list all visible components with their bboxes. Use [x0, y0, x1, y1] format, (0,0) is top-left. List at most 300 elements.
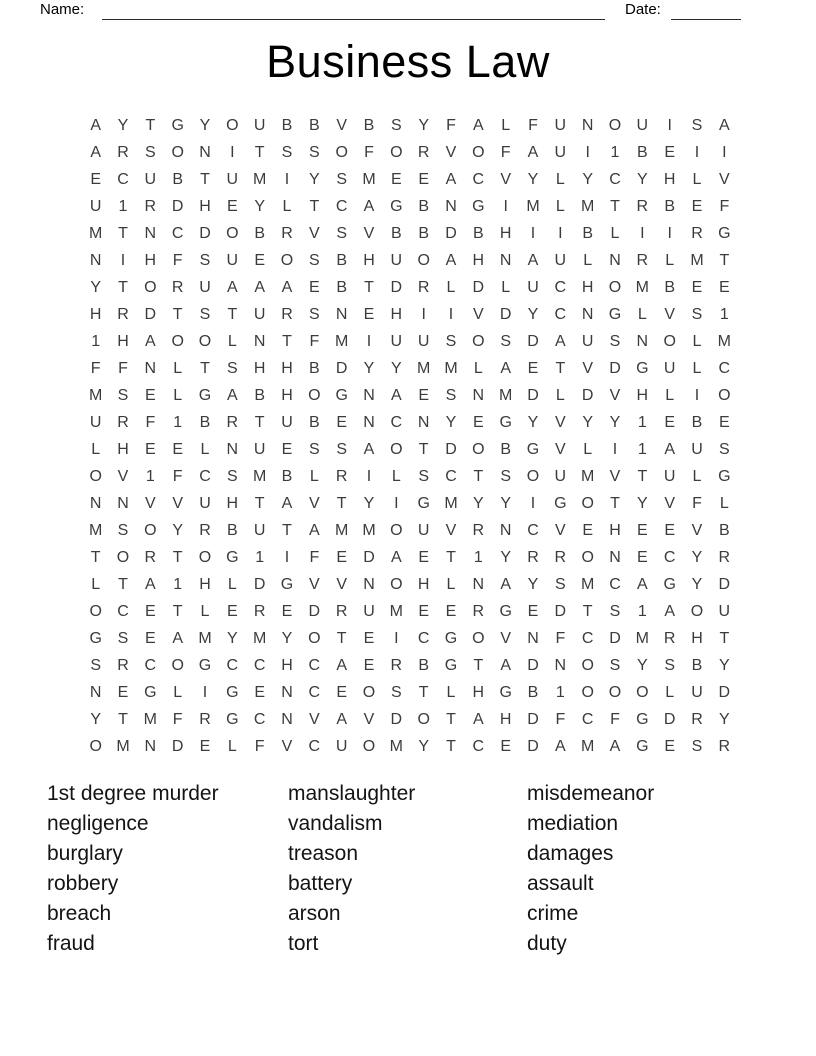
- grid-letter: Y: [199, 116, 211, 134]
- grid-letter: Y: [390, 359, 402, 377]
- grid-letter: L: [446, 683, 456, 701]
- grid-letter: S: [500, 332, 511, 350]
- grid-letter: I: [585, 143, 590, 161]
- grid-letter: D: [609, 359, 621, 377]
- grid-letter: B: [418, 224, 429, 242]
- grid-letter: I: [284, 170, 290, 188]
- grid-letter: B: [308, 359, 320, 377]
- grid-letter: T: [610, 494, 620, 512]
- grid-letter: V: [308, 224, 320, 242]
- grid-letter: C: [253, 656, 266, 674]
- grid-letter: R: [472, 521, 485, 539]
- grid-letter: S: [308, 143, 320, 161]
- grid-letter: G: [171, 116, 184, 134]
- grid-letter: E: [582, 521, 593, 539]
- grid-letter: D: [390, 710, 403, 728]
- grid-letter: O: [390, 575, 403, 593]
- grid-letter: O: [144, 278, 157, 296]
- grid-letter: F: [172, 710, 183, 728]
- grid-letter: A: [445, 251, 457, 269]
- grid-letter: I: [667, 116, 672, 134]
- grid-letter: T: [254, 413, 265, 431]
- grid-letter: B: [664, 278, 675, 296]
- grid-letter: R: [691, 224, 703, 242]
- grid-letter: A: [472, 116, 484, 134]
- grid-letter: B: [363, 116, 375, 134]
- grid-letter: M: [253, 467, 267, 485]
- grid-letter: Y: [418, 737, 429, 755]
- grid-letter: O: [636, 683, 649, 701]
- grid-letter: R: [199, 521, 211, 539]
- grid-letter: I: [612, 440, 618, 458]
- grid-letter: B: [636, 143, 648, 161]
- grid-letter: N: [499, 251, 512, 269]
- word-list-item: misdemeanor: [527, 782, 655, 805]
- grid-letter: 1: [637, 602, 647, 620]
- grid-letter: A: [636, 575, 648, 593]
- grid-letter: A: [90, 116, 101, 134]
- grid-letter: V: [664, 305, 675, 323]
- grid-letter: Y: [445, 413, 457, 431]
- grid-letter: S: [336, 170, 347, 188]
- grid-letter: L: [610, 224, 620, 242]
- grid-letter: S: [308, 440, 320, 458]
- grid-letter: C: [663, 548, 676, 566]
- grid-letter: G: [89, 629, 102, 647]
- word-list-column-3: [527, 779, 654, 958]
- grid-letter: I: [694, 143, 700, 161]
- grid-letter: F: [309, 332, 320, 350]
- grid-letter: A: [308, 521, 320, 539]
- grid-letter: B: [527, 683, 539, 701]
- grid-letter: 1: [555, 683, 565, 701]
- grid-letter: G: [198, 386, 212, 404]
- grid-letter: 1: [173, 413, 183, 431]
- grid-letter: A: [609, 737, 621, 755]
- grid-letter: B: [308, 116, 320, 134]
- grid-letter: H: [663, 170, 676, 188]
- grid-letter: U: [390, 332, 403, 350]
- grid-letter: R: [253, 602, 266, 620]
- grid-letter: E: [90, 170, 101, 188]
- grid-letter: S: [117, 521, 129, 539]
- grid-letter: G: [636, 710, 649, 728]
- grid-letter: U: [89, 197, 102, 215]
- grid-letter: A: [664, 602, 675, 620]
- grid-letter: S: [609, 602, 621, 620]
- grid-letter: C: [308, 737, 321, 755]
- grid-letter: T: [118, 710, 128, 728]
- grid-letter: L: [200, 602, 210, 620]
- grid-letter: V: [554, 440, 566, 458]
- grid-letter: T: [309, 197, 320, 215]
- grid-letter: C: [609, 575, 621, 593]
- grid-letter: O: [390, 143, 403, 161]
- grid-letter: T: [118, 575, 128, 593]
- grid-letter: T: [200, 170, 210, 188]
- grid-letter: F: [90, 359, 101, 377]
- grid-letter: U: [144, 170, 157, 188]
- grid-letter: E: [664, 143, 675, 161]
- grid-letter: R: [636, 251, 649, 269]
- grid-letter: E: [363, 656, 375, 674]
- grid-letter: U: [691, 683, 703, 701]
- grid-letter: N: [117, 494, 129, 512]
- grid-letter: E: [308, 278, 320, 296]
- grid-letter: L: [91, 440, 101, 458]
- grid-letter: N: [89, 494, 102, 512]
- grid-letter: O: [116, 548, 130, 566]
- grid-letter: V: [691, 521, 703, 539]
- grid-letter: S: [308, 305, 320, 323]
- grid-letter: U: [527, 278, 539, 296]
- grid-letter: Y: [418, 116, 429, 134]
- grid-letter: B: [281, 116, 293, 134]
- grid-letter: L: [637, 305, 647, 323]
- grid-letter: G: [499, 602, 512, 620]
- grid-letter: D: [499, 305, 512, 323]
- word-list-item: duty: [527, 931, 567, 955]
- grid-letter: L: [583, 440, 593, 458]
- grid-letter: G: [608, 305, 622, 323]
- grid-letter: T: [418, 683, 429, 701]
- grid-letter: T: [172, 602, 183, 620]
- grid-letter: L: [391, 467, 401, 485]
- grid-letter: T: [719, 251, 730, 269]
- grid-letter: E: [691, 278, 703, 296]
- grid-letter: N: [281, 710, 293, 728]
- grid-letter: T: [172, 548, 183, 566]
- grid-letter: A: [390, 548, 402, 566]
- grid-letter: C: [226, 656, 239, 674]
- grid-letter: R: [171, 278, 184, 296]
- grid-letter: R: [663, 629, 676, 647]
- grid-letter: R: [417, 278, 430, 296]
- grid-letter: U: [226, 170, 239, 188]
- grid-letter: M: [116, 737, 130, 755]
- grid-letter: C: [445, 467, 457, 485]
- grid-letter: M: [335, 332, 349, 350]
- grid-letter: U: [636, 116, 649, 134]
- grid-letter: L: [473, 359, 483, 377]
- grid-letter: O: [171, 143, 184, 161]
- grid-letter: A: [336, 710, 347, 728]
- date-label: Date:: [625, 1, 661, 18]
- grid-letter: E: [418, 386, 429, 404]
- grid-letter: U: [554, 143, 567, 161]
- grid-letter: H: [499, 710, 512, 728]
- grid-letter: O: [335, 143, 348, 161]
- grid-letter: R: [117, 413, 129, 431]
- grid-letter: A: [472, 710, 484, 728]
- grid-letter: A: [281, 278, 293, 296]
- grid-letter: E: [336, 413, 347, 431]
- grid-letter: G: [718, 467, 731, 485]
- grid-letter: B: [226, 521, 238, 539]
- grid-letter: B: [390, 224, 402, 242]
- grid-letter: 1: [118, 197, 128, 215]
- grid-letter: Y: [636, 170, 648, 188]
- grid-letter: N: [335, 305, 348, 323]
- grid-letter: O: [472, 332, 485, 350]
- grid-letter: N: [417, 413, 430, 431]
- grid-letter: V: [664, 494, 675, 512]
- grid-letter: O: [581, 683, 594, 701]
- grid-letter: I: [640, 224, 645, 242]
- grid-letter: G: [472, 197, 485, 215]
- grid-letter: N: [253, 332, 266, 350]
- grid-letter: A: [172, 629, 183, 647]
- grid-letter: F: [555, 710, 566, 728]
- grid-letter: M: [690, 251, 704, 269]
- grid-letter: B: [500, 440, 511, 458]
- name-label: Name:: [40, 1, 85, 18]
- grid-letter: L: [692, 332, 702, 350]
- grid-letter: C: [144, 656, 157, 674]
- grid-letter: E: [144, 440, 156, 458]
- grid-letter: R: [281, 305, 293, 323]
- grid-letter: V: [718, 170, 730, 188]
- grid-letter: A: [144, 575, 156, 593]
- grid-letter: 1: [473, 548, 483, 566]
- grid-letter: D: [527, 710, 539, 728]
- grid-letter: L: [692, 359, 702, 377]
- grid-letter: F: [719, 197, 730, 215]
- grid-letter: N: [89, 683, 102, 701]
- grid-letter: F: [145, 413, 156, 431]
- grid-letter: M: [444, 359, 458, 377]
- grid-letter: V: [609, 386, 621, 404]
- grid-letter: M: [198, 629, 212, 647]
- grid-letter: O: [581, 494, 594, 512]
- grid-letter: N: [636, 332, 649, 350]
- grid-letter: N: [226, 440, 239, 458]
- grid-letter: E: [472, 413, 484, 431]
- grid-letter: H: [199, 575, 211, 593]
- grid-letter: Y: [117, 116, 129, 134]
- word-list-column-1: [47, 779, 219, 958]
- grid-letter: V: [582, 359, 593, 377]
- word-search-grid: [82, 112, 738, 760]
- grid-letter: H: [281, 386, 293, 404]
- grid-letter: R: [554, 548, 567, 566]
- grid-letter: L: [173, 359, 183, 377]
- grid-letter: F: [528, 116, 538, 134]
- grid-letter: D: [363, 548, 375, 566]
- grid-letter: R: [527, 548, 539, 566]
- grid-letter: 1: [637, 413, 647, 431]
- grid-letter: H: [281, 656, 293, 674]
- grid-letter: V: [117, 467, 129, 485]
- grid-letter: O: [226, 116, 239, 134]
- grid-letter: O: [608, 683, 622, 701]
- grid-letter: T: [282, 521, 292, 539]
- grid-letter: R: [335, 602, 348, 620]
- grid-letter: A: [336, 656, 347, 674]
- grid-letter: D: [390, 278, 403, 296]
- grid-letter: U: [199, 278, 211, 296]
- grid-letter: E: [636, 521, 648, 539]
- grid-letter: V: [554, 521, 566, 539]
- word-list-item: damages: [527, 841, 614, 865]
- grid-letter: N: [199, 143, 211, 161]
- grid-letter: O: [718, 386, 731, 404]
- grid-letter: L: [692, 170, 702, 188]
- grid-letter: S: [336, 224, 347, 242]
- grid-letter: F: [172, 467, 183, 485]
- grid-letter: M: [581, 197, 595, 215]
- grid-letter: I: [421, 305, 426, 323]
- grid-letter: M: [389, 737, 403, 755]
- grid-letter: S: [117, 386, 129, 404]
- word-list-item: robbery: [47, 871, 119, 895]
- grid-letter: E: [144, 629, 156, 647]
- grid-letter: Y: [527, 305, 539, 323]
- grid-letter: U: [718, 602, 731, 620]
- grid-letter: M: [444, 494, 458, 512]
- word-list-item: mediation: [527, 811, 619, 835]
- grid-letter: I: [394, 494, 399, 512]
- grid-letter: O: [362, 737, 376, 755]
- grid-letter: C: [335, 197, 348, 215]
- grid-letter: N: [363, 575, 375, 593]
- grid-letter: R: [117, 305, 129, 323]
- grid-letter: N: [445, 197, 457, 215]
- grid-letter: I: [202, 683, 208, 701]
- grid-letter: S: [199, 251, 211, 269]
- grid-letter: Y: [636, 494, 648, 512]
- grid-letter: C: [308, 656, 321, 674]
- grid-letter: R: [144, 548, 157, 566]
- grid-letter: B: [691, 656, 703, 674]
- grid-letter: Y: [718, 656, 730, 674]
- grid-letter: U: [89, 413, 102, 431]
- grid-letter: L: [227, 737, 237, 755]
- grid-letter: Y: [691, 575, 703, 593]
- grid-letter: M: [635, 278, 649, 296]
- grid-letter: E: [226, 602, 238, 620]
- word-list-item: assault: [527, 871, 594, 895]
- grid-letter: T: [582, 602, 593, 620]
- grid-letter: G: [280, 575, 294, 593]
- grid-letter: T: [282, 332, 292, 350]
- grid-letter: E: [336, 683, 347, 701]
- grid-letter: H: [199, 197, 211, 215]
- grid-letter: Y: [90, 710, 101, 728]
- grid-letter: E: [254, 251, 265, 269]
- grid-letter: L: [227, 332, 237, 350]
- grid-letter: F: [610, 710, 620, 728]
- grid-letter: S: [664, 656, 675, 674]
- grid-letter: E: [664, 413, 675, 431]
- grid-letter: M: [143, 710, 157, 728]
- grid-letter: 1: [719, 305, 729, 323]
- grid-letter: A: [554, 737, 566, 755]
- grid-letter: L: [91, 575, 101, 593]
- grid-letter: E: [418, 170, 429, 188]
- grid-letter: N: [609, 548, 621, 566]
- grid-letter: L: [665, 683, 675, 701]
- grid-letter: G: [335, 386, 348, 404]
- grid-letter: V: [308, 494, 320, 512]
- grid-letter: D: [445, 440, 457, 458]
- grid-letter: N: [581, 116, 594, 134]
- grid-letter: A: [281, 494, 293, 512]
- grid-letter: A: [500, 656, 511, 674]
- grid-letter: O: [608, 278, 622, 296]
- grid-letter: C: [390, 413, 403, 431]
- grid-letter: R: [117, 143, 129, 161]
- grid-letter: O: [89, 467, 102, 485]
- grid-letter: L: [501, 278, 511, 296]
- grid-letter: O: [308, 386, 321, 404]
- grid-letter: L: [282, 197, 292, 215]
- grid-letter: O: [362, 683, 376, 701]
- grid-letter: E: [336, 548, 347, 566]
- grid-letter: T: [227, 305, 238, 323]
- grid-letter: N: [281, 683, 293, 701]
- grid-letter: Y: [582, 170, 593, 188]
- grid-letter: E: [418, 602, 429, 620]
- grid-letter: S: [691, 305, 703, 323]
- grid-letter: L: [665, 251, 675, 269]
- grid-letter: O: [226, 224, 239, 242]
- grid-letter: T: [446, 548, 456, 566]
- grid-letter: T: [555, 359, 566, 377]
- grid-letter: Y: [281, 629, 293, 647]
- grid-letter: D: [171, 737, 184, 755]
- grid-letter: A: [445, 170, 457, 188]
- grid-letter: V: [500, 170, 511, 188]
- grid-letter: I: [366, 332, 372, 350]
- grid-letter: N: [581, 305, 594, 323]
- grid-letter: 1: [637, 440, 647, 458]
- grid-letter: U: [581, 332, 594, 350]
- grid-letter: C: [527, 521, 539, 539]
- grid-letter: Y: [527, 170, 539, 188]
- grid-letter: E: [527, 602, 539, 620]
- grid-letter: D: [335, 359, 348, 377]
- grid-letter: M: [417, 359, 431, 377]
- grid-letter: 1: [173, 575, 183, 593]
- grid-letter: T: [418, 440, 429, 458]
- grid-letter: S: [691, 116, 703, 134]
- grid-letter: D: [718, 683, 731, 701]
- grid-letter: A: [718, 116, 730, 134]
- grid-letter: B: [199, 413, 211, 431]
- word-list-item: crime: [527, 901, 579, 925]
- grid-letter: S: [445, 332, 457, 350]
- grid-letter: C: [117, 602, 129, 620]
- word-list-item: treason: [288, 841, 359, 865]
- grid-letter: H: [89, 305, 102, 323]
- grid-letter: C: [554, 305, 567, 323]
- grid-letter: I: [120, 251, 126, 269]
- grid-letter: H: [281, 359, 293, 377]
- grid-letter: E: [636, 548, 648, 566]
- grid-letter: V: [336, 116, 347, 134]
- grid-letter: G: [198, 656, 212, 674]
- grid-letter: T: [473, 467, 484, 485]
- grid-letter: T: [473, 656, 484, 674]
- grid-letter: I: [722, 143, 727, 161]
- grid-letter: T: [254, 143, 265, 161]
- word-list-item: vandalism: [288, 811, 383, 835]
- grid-letter: B: [281, 467, 293, 485]
- grid-letter: I: [448, 305, 454, 323]
- grid-letter: H: [609, 521, 621, 539]
- grid-letter: D: [527, 737, 539, 755]
